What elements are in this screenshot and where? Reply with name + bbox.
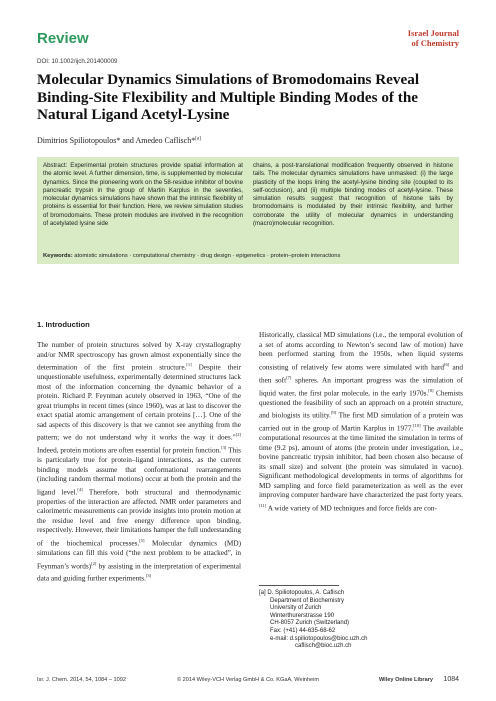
citation-ref[interactable]: [1]: [186, 362, 192, 368]
affiliation-names: [259, 590, 459, 598]
author-names: Dimitrios Spiliotopoulos* and Amedeo Caflisch*: [37, 136, 196, 145]
abstract-left-column: [43, 162, 243, 228]
keywords: [43, 253, 340, 259]
body-right-column: Historically, classical MD simulations (i.e., the temporal evolution of a set of atoms according to Newton’s second law of motion) have been performed starting from the 1950s, when liquid systems consisting of relatively few atoms were simulated with hard[6] and then soft[7] spheres. An important progress was the simulation of liquid water, the first polar molecule, in the early 1970s.[8] Chemists questioned the feasibility of such an approach on a protein structure, and biologists its utility.[9] The first MD simulation of a protein was carried out in the group of Martin Karplus in 1977.[10] The available computational resources at the time limited the simulation in terms of time (9.2 ps), amount of atoms (the protein under investigation, i.e., bovine pancreatic trypsin inhibitor, had been chosen also because of its small size) and solvent (the protein was simulated in vacuo). Significant methodological developments in terms of algorithms for MD sampling and force field parameterization as well as the ever improving computer hardware have characterized the past forty years.[11] A wide variety of MD techniques and force fields are con-: [259, 331, 463, 513]
affiliation-tag: [a]: [259, 590, 266, 596]
email-line[interactable]: e-mail: d.spiliotopoulos@bioc.uzh.ch: [270, 635, 368, 642]
doi[interactable]: DOI: 10.1002/ijch.201400009: [37, 58, 118, 65]
citation-ref[interactable]: [4]: [77, 486, 83, 492]
keywords-list: atomistic simulations · computational chemistry · drug design · epigenetics · protein–protein interactions: [74, 253, 341, 259]
abstract-text-left: Experimental protein structures provide spatial information at the atomic level. A further dimension, time, is supplemented by molecular dynamics. Since the pioneering work on the 58-residue inhibitor of bovine pancreatic trypsin in the group of Martin Karplus in the seventies, molecular dynamics simulations have shown that the intrinsic flexibility of proteins is essential for their function. Here, we review simulation studies of bromodomains. These protein modules are involved in the recognition of acetylated lysine side: [43, 162, 243, 228]
email-line[interactable]: caflisch@bioc.uzh.ch: [295, 643, 352, 650]
citation-ref[interactable]: [2]: [91, 560, 97, 566]
article-title: Molecular Dynamics Simulations of Bromodomains Reveal Binding-Site Flexibility and Multiple Binding Modes of the Natural Ligand Acetyl-Lysine: [37, 71, 420, 123]
citation-ref[interactable]: [3]: [221, 445, 227, 451]
footer-library-link[interactable]: Wiley Online Library: [378, 677, 433, 683]
affiliation-authors: D. Spiliotopoulos, A. Caflisch: [267, 590, 345, 596]
journal-line-2: of Chemistry: [411, 38, 459, 48]
body-left-column: The number of protein structures solved by X-ray crystallography and/or NMR spectroscopy has grown almost exponentially since the determination of the first protein structure.[1] Despite their unquestionable usefulness, experimentally determined structures lack most of the information concerning the dynamic behavior of a protein. Richard P. Feynman acutely observed in 1963, “One of the great triumphs in recent times (since 1960), was at last to discover the exact spatial atomic arrangement of certain proteins […]. One of the sad aspects of this discovery is that we cannot see anything from the pattern; we do not understand why it works the way it does.”[2] Indeed, protein motions are often essential for protein function.[3] This is particularly true for protein–ligand interactions, as the current binding models assume that conformational rearrangements (including random thermal motions) occur at both the protein and the ligand level.[4] Therefore, both structural and thermodynamic properties of the interaction are affected. NMR order parameters and calorimetric measurements can provide insights into protein motion at the residue level and free energy difference upon binding, respectively. However, their limitations hamper the full understanding of the biochemical processes.[5] Molecular dynamics (MD) simulations can fill this void (“the next problem to be attacked”, in Feynman’s words)[2] by assisting in the interpretation of experimental data and guiding further experiments.[3]: [37, 341, 242, 583]
authors: [37, 136, 201, 145]
citation-ref[interactable]: [8]: [428, 387, 434, 393]
citation-ref[interactable]: [9]: [330, 410, 337, 416]
keywords-label: Keywords:: [43, 253, 73, 259]
section-label: Review: [37, 30, 89, 47]
affiliation-line: Winterthurerstrasse 190: [270, 612, 335, 619]
abstract-right-column: [253, 162, 453, 228]
journal-name: [339, 28, 459, 48]
affiliation-line: CH-8057 Zurich (Switzerland): [270, 620, 350, 627]
affiliation-line: University of Zurich: [270, 605, 322, 612]
citation-ref[interactable]: [10]: [413, 423, 421, 428]
citation-ref[interactable]: [7]: [286, 374, 292, 380]
affiliation-block: [259, 590, 459, 651]
affiliation-divider: [259, 585, 339, 586]
footer-copyright: © 2014 Wiley-VCH Verlag GmbH & Co. KGaA, Weinheim: [177, 677, 320, 683]
journal-line-1: Israel Journal: [407, 28, 459, 38]
citation-ref[interactable]: [11]: [259, 502, 267, 508]
affiliation-line: Department of Biochemistry: [270, 597, 345, 604]
citation-ref[interactable]: [3]: [145, 573, 152, 579]
abstract-label: Abstract:: [43, 162, 68, 169]
citation-ref[interactable]: [5]: [139, 538, 145, 544]
abstract-box: [37, 157, 459, 264]
affiliation-line: Fax: (+41) 44-635-68-62: [270, 627, 336, 634]
citation-ref[interactable]: [6]: [444, 361, 450, 367]
section-heading: 1. Introduction: [37, 320, 90, 329]
affiliation-marker: [a]: [195, 136, 201, 142]
abstract-text-right: chains, a post-translational modification frequently observed in histone tails. The molecular dynamics simulations have unmasked: (i) the large plasticity of the loops lining the acetyl-lysine binding site (coupled to its self-occlusion), and (ii) multiple binding modes of acetyl-lysine. These simulation results suggest that recognition of histone tails by bromodomains is modulated by their intrinsic flexibility, and further corroborate the utility of molecular dynamics in understanding (macro)molecular recognition.: [253, 162, 453, 228]
citation-ref[interactable]: [2]: [235, 432, 241, 438]
page-number: 1084: [443, 676, 459, 683]
footer-citation: Isr. J. Chem. 2014, 54, 1084 – 1092: [37, 677, 126, 683]
